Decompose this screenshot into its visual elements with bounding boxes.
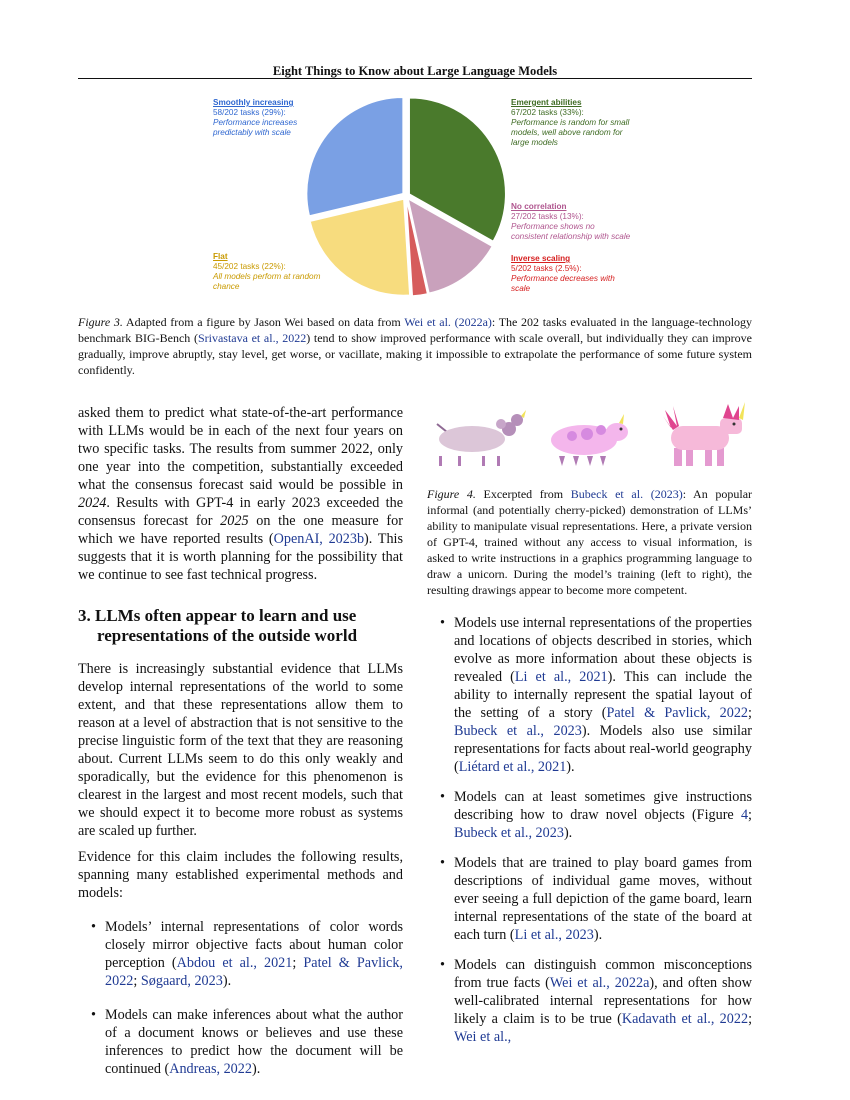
- text-run: ).: [251, 1061, 261, 1077]
- text-run: ;: [133, 973, 141, 989]
- right-column: [427, 396, 752, 1058]
- pie-label-count: 67/202 tasks (33%):: [511, 108, 584, 117]
- text-run: Models can make inferences about what the author of a document knows or believes and use these inferences to predict how the document will be continued (: [105, 1007, 403, 1077]
- text-run: ).: [566, 759, 575, 775]
- pie-label-desc: Performance is random for small models, well above random for large models: [511, 118, 630, 147]
- figure-3: [200, 90, 650, 305]
- pie-label-title: No correlation: [511, 202, 567, 211]
- pie-label-title: Smoothly increasing: [213, 98, 294, 107]
- caption-text: : An popular informal (and potentially cherry-picked) demonstration of LLMs’ ability to manipulate visual representations. Here, a private version of GPT-4, trained without any access to visual information, is asked to write instructions in a graphics programming language to draw a unicorn. During the model’s training (left to right), the resulting drawings appear to become more competent.: [427, 487, 753, 597]
- list-item: [78, 918, 403, 990]
- caption-label: Figure 3.: [78, 315, 123, 329]
- pie-label-count: 27/202 tasks (13%):: [511, 212, 584, 221]
- citation-link[interactable]: Wei et al. (2022a): [404, 315, 492, 329]
- citation-link[interactable]: Abdou et al., 2021: [176, 955, 293, 971]
- citation-link[interactable]: Srivastava et al., 2022: [197, 331, 307, 345]
- citation-link[interactable]: Kadavath et al., 2022: [621, 1011, 749, 1027]
- pie-label-emergent-abilities: [511, 98, 631, 148]
- list-item: [427, 614, 752, 776]
- citation-link[interactable]: 4: [740, 807, 749, 823]
- section-heading: [78, 606, 403, 646]
- running-title: Eight Things to Know about Large Language Models: [272, 64, 558, 78]
- text-run: ).: [563, 825, 573, 841]
- text-run: asked them to predict what state-of-the-art performance with LLMs would be in each of the next four years on two specific tasks. The results from summer 2022, only one year into the competition, substantially exceeded what the consensus forecast said would be possible in: [78, 405, 403, 493]
- unicorn-drawings: [427, 396, 752, 472]
- citation-link[interactable]: Li et al., 2023: [514, 927, 594, 943]
- unicorn-drawing-late: [663, 402, 745, 466]
- figure-3-caption: [78, 314, 752, 378]
- text-run: Models’ internal representations of color words closely mirror objective facts about human color perception (: [105, 919, 403, 971]
- caption-text: Excerpted from: [475, 487, 571, 501]
- figure-4: [427, 396, 752, 472]
- pie-label-desc: Performance increases predictably with scale: [213, 118, 298, 137]
- pie-label-title: Flat: [213, 252, 228, 261]
- pie-label-desc: Performance shows no consistent relationship with scale: [511, 222, 631, 241]
- evidence-list-continued: [427, 614, 752, 1046]
- citation-link[interactable]: Andreas, 2022: [169, 1061, 252, 1077]
- citation-link[interactable]: Li et al., 2021: [514, 669, 608, 685]
- text-run: . Results with GPT-4 in early 2023 exceeded the consensus forecast for: [78, 495, 403, 529]
- text-run: ;: [748, 705, 752, 721]
- header-rule: [78, 78, 752, 79]
- pie-label-flat: [213, 252, 333, 292]
- text-emphasis: 2024: [78, 495, 107, 511]
- text-run: ), and often show well-calibrated internal representations for how likely a claim is to be true (: [454, 975, 752, 1027]
- text-run: on the one measure for which we have reported results (: [78, 513, 403, 547]
- pie-label-count: 58/202 tasks (29%):: [213, 108, 286, 117]
- pie-label-title: Emergent abilities: [511, 98, 582, 107]
- citation-link[interactable]: Bubeck et al., 2023: [454, 723, 582, 739]
- body-paragraph: [78, 404, 403, 584]
- text-run: Models can at least sometimes give instructions describing how to draw novel objects (Figure: [454, 789, 752, 823]
- unicorn-drawing-middle: [551, 414, 628, 466]
- text-run: ). This can include the ability to internally represent the spatial layout of the setting of a story (: [454, 669, 752, 721]
- citation-link[interactable]: OpenAI, 2023b: [273, 531, 365, 547]
- text-run: ).: [593, 927, 603, 943]
- citation-link[interactable]: Wei et al.,: [454, 1029, 512, 1045]
- citation-link[interactable]: Liétard et al., 2021: [458, 759, 567, 775]
- caption-label: Figure 4.: [427, 487, 476, 501]
- pie-label-smoothly-increasing: [213, 98, 333, 138]
- text-run: Models that are trained to play board games from descriptions of individual game moves, without ever seeing a full depiction of the game board, learn internal representations of the state of the board at each turn (: [454, 855, 752, 943]
- pie-label-desc: All models perform at random chance: [213, 272, 321, 291]
- caption-text: ) tend to show improved performance with scale overall, but individually they can improve gradually, improve abruptly, stay level, get worse, or vacillate, making it impossible to extrapolate the performance of some future system confidently.: [78, 331, 752, 377]
- text-emphasis: 2025: [220, 513, 249, 529]
- text-run: ). Models also use similar representations for facts about real-world geography (: [454, 723, 752, 775]
- pie-label-title: Inverse scaling: [511, 254, 571, 263]
- pie-label-count: 5/202 tasks (2.5%):: [511, 264, 582, 273]
- citation-link[interactable]: Søgaard, 2023: [140, 973, 223, 989]
- caption-text: Adapted from a figure by Jason Wei based on data from: [122, 315, 405, 329]
- pie-label-desc: Performance decreases with scale: [511, 274, 615, 293]
- list-item: [427, 788, 752, 842]
- pie-label-count: 45/202 tasks (22%):: [213, 262, 286, 271]
- left-column: [78, 404, 403, 1090]
- section-heading-line: representations of the outside world: [97, 626, 358, 645]
- text-run: ;: [292, 955, 304, 971]
- citation-link[interactable]: Bubeck et al. (2023): [570, 487, 683, 501]
- list-item: [78, 1006, 403, 1078]
- unicorn-drawing-early: [437, 410, 526, 466]
- text-run: ). This suggests that it is worth planning for the possibility that we continue to see fast technical progress.: [78, 531, 403, 583]
- text-run: Models can distinguish common misconceptions from true facts (: [454, 957, 752, 991]
- figure-4-caption: [427, 486, 752, 598]
- citation-link[interactable]: Bubeck et al., 2023: [454, 825, 564, 841]
- citation-link[interactable]: Patel & Pavlick, 2022: [105, 955, 403, 989]
- body-paragraph: There is increasingly substantial evidence that LLMs develop internal representations of the world to some extent, and that these representations allow them to reason at a level of abstraction that is not sensitive to the precise linguistic form of the text that they are reasoning about. Current LLMs seem to do this only weakly and sporadically, but the evidence for this phenomenon is clearest in the largest and most recent models, such that we should expect it to become more robust as systems are scaled up further.: [78, 661, 403, 839]
- caption-text: : The 202 tasks evaluated in the language-technology benchmark BIG-Bench (: [78, 315, 753, 345]
- text-run: ).: [222, 973, 232, 989]
- list-item: [427, 956, 752, 1046]
- citation-link[interactable]: Wei et al., 2022a: [549, 975, 650, 991]
- evidence-list: [78, 918, 403, 1078]
- text-run: ;: [748, 1011, 753, 1027]
- pie-label-inverse-scaling: [511, 254, 631, 294]
- text-run: ;: [748, 807, 752, 823]
- citation-link[interactable]: Patel & Pavlick, 2022: [606, 705, 749, 721]
- text-run: Models use internal representations of the properties and locations of objects described in stories, which evolve as more information about these objects is revealed (: [454, 615, 752, 685]
- section-heading-line: 3. LLMs often appear to learn and use: [78, 606, 357, 625]
- list-item: [427, 854, 752, 944]
- pie-label-no-correlation: [511, 202, 631, 242]
- body-paragraph: Evidence for this claim includes the following results, spanning many established experimental methods and models:: [78, 849, 403, 901]
